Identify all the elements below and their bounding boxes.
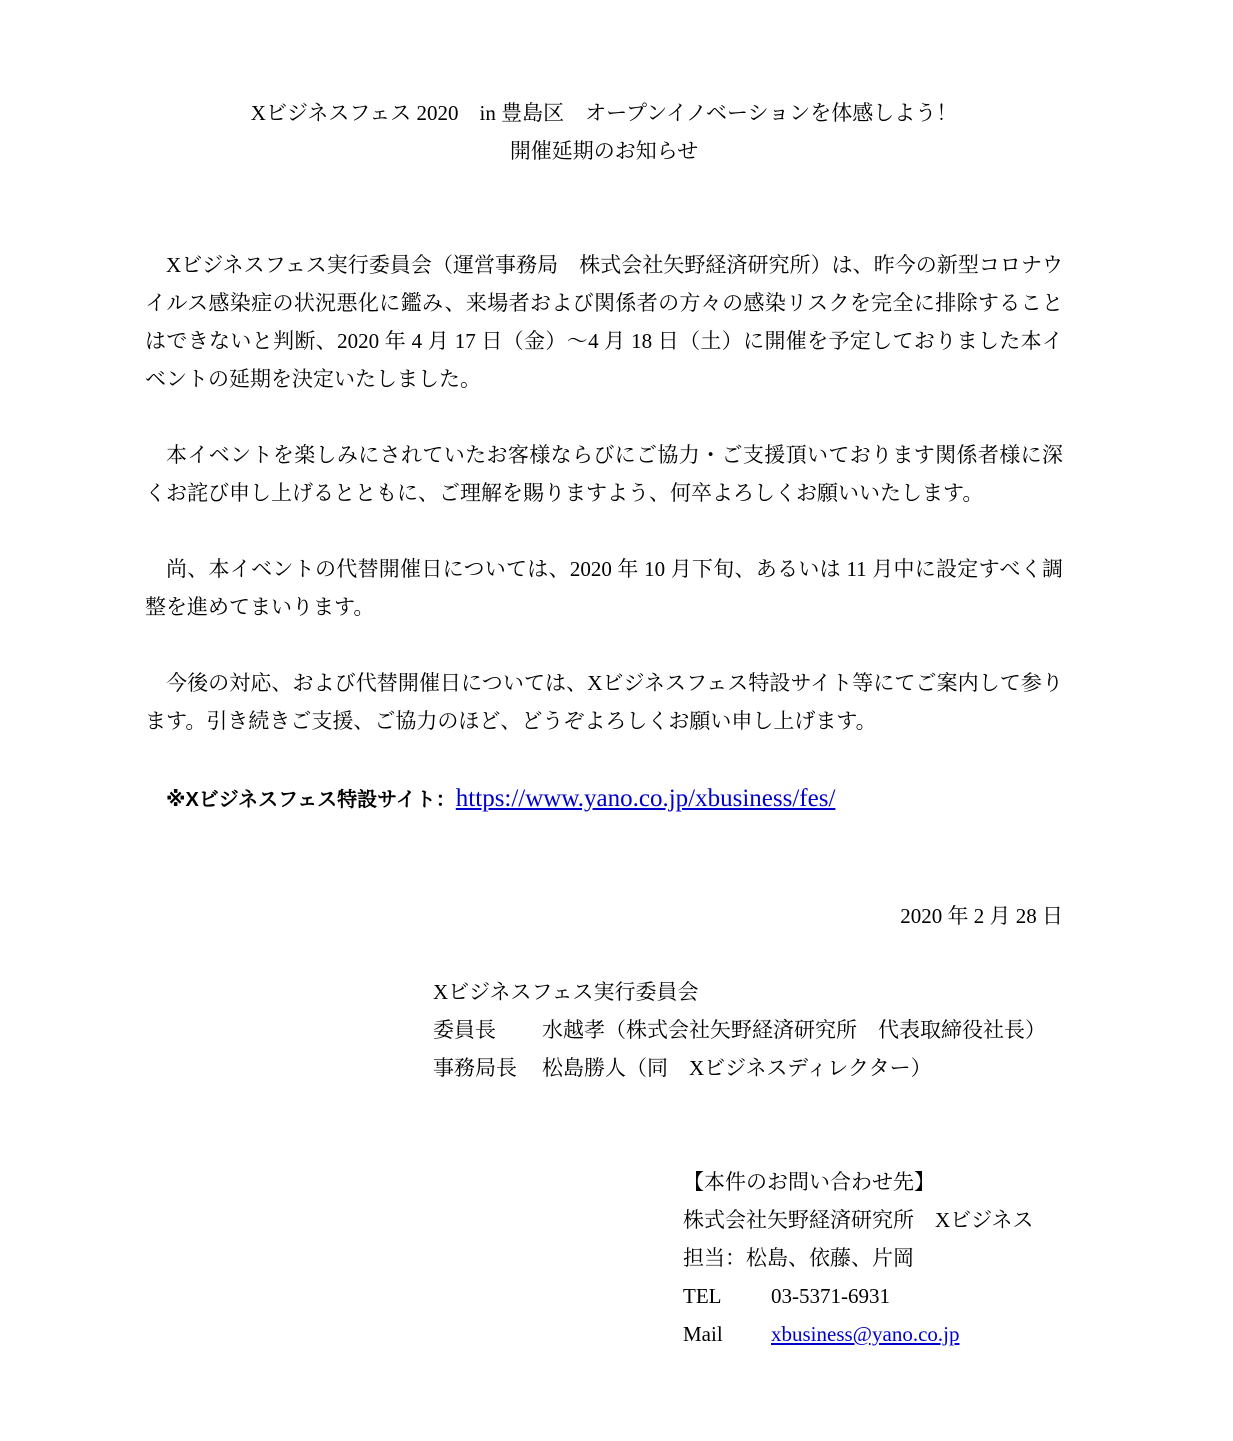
document-date: 2020 年 2 月 28 日 [900,904,1063,928]
title-line-2: 開催延期のお知らせ [509,139,699,163]
title-line-1: Xビジネスフェス 2020 in 豊島区 オープンイノベーションを体感しよう！ [250,101,958,125]
contact-block [683,1163,1063,1353]
committee-member-row [433,1011,1063,1049]
contact-mail-row [683,1315,1063,1353]
contact-company: 株式会社矢野経済研究所 Xビジネス [683,1208,1034,1232]
contact-heading: 【本件のお問い合わせ先】 [683,1170,935,1194]
contact-tel-row [683,1277,1063,1315]
committee-role-chairman: 委員長 [433,1018,496,1042]
contact-staff: 担当：松島、依藤、片岡 [683,1246,914,1270]
mail-label: Mail [683,1322,723,1346]
paragraph-alternative-date: 尚、本イベントの代替開催日については、2020 年 10 月下旬、あるいは 11 月中に設定すべく調整を進めてまいります。 [145,557,1063,619]
mail-address-link[interactable]: xbusiness@yano.co.jp [771,1322,960,1346]
tel-number: 03-5371-6931 [771,1284,890,1308]
committee-name: Xビジネスフェス実行委員会 [433,980,699,1004]
committee-member-chairman: 水越孝（株式会社矢野経済研究所 代表取締役社長） [542,1018,1046,1042]
committee-role-secretary-general: 事務局長 [433,1056,517,1080]
committee-member-secretary-general: 松島勝人（同 Xビジネスディレクター） [542,1056,932,1080]
special-site-label: ※Xビジネスフェス特設サイト： [166,789,456,811]
committee-block [433,973,1063,1087]
paragraph-postponement-decision: Xビジネスフェス実行委員会（運営事務局 株式会社矢野経済研究所）は、昨今の新型コロナウイルス感染症の状況悪化に鑑み、来場者および関係者の方々の感染リスクを完全に排除することはできないと判断、2020 年 4 月 17 日（金）～4 月 18 日（土）に開催を予定しておりました本イベントの延期を決定いたしました。 [145,253,1063,391]
special-site-line [145,778,1063,821]
special-site-link[interactable]: https://www.yano.co.jp/xbusiness/fes/ [455,785,836,812]
paragraph-apology: 本イベントを楽しみにされていたお客様ならびにご協力・ご支援頂いております関係者様に深くお詫び申し上げるとともに、ご理解を賜りますよう、何卒よろしくお願いいたします。 [145,443,1063,505]
tel-label: TEL [683,1284,722,1308]
committee-member-row [433,1049,1063,1087]
paragraph-future-information: 今後の対応、および代替開催日については、Xビジネスフェス特設サイト等にてご案内して参ります。引き続きご支援、ご協力のほど、どうぞよろしくお願い申し上げます。 [145,671,1063,733]
document-title [145,94,1063,170]
